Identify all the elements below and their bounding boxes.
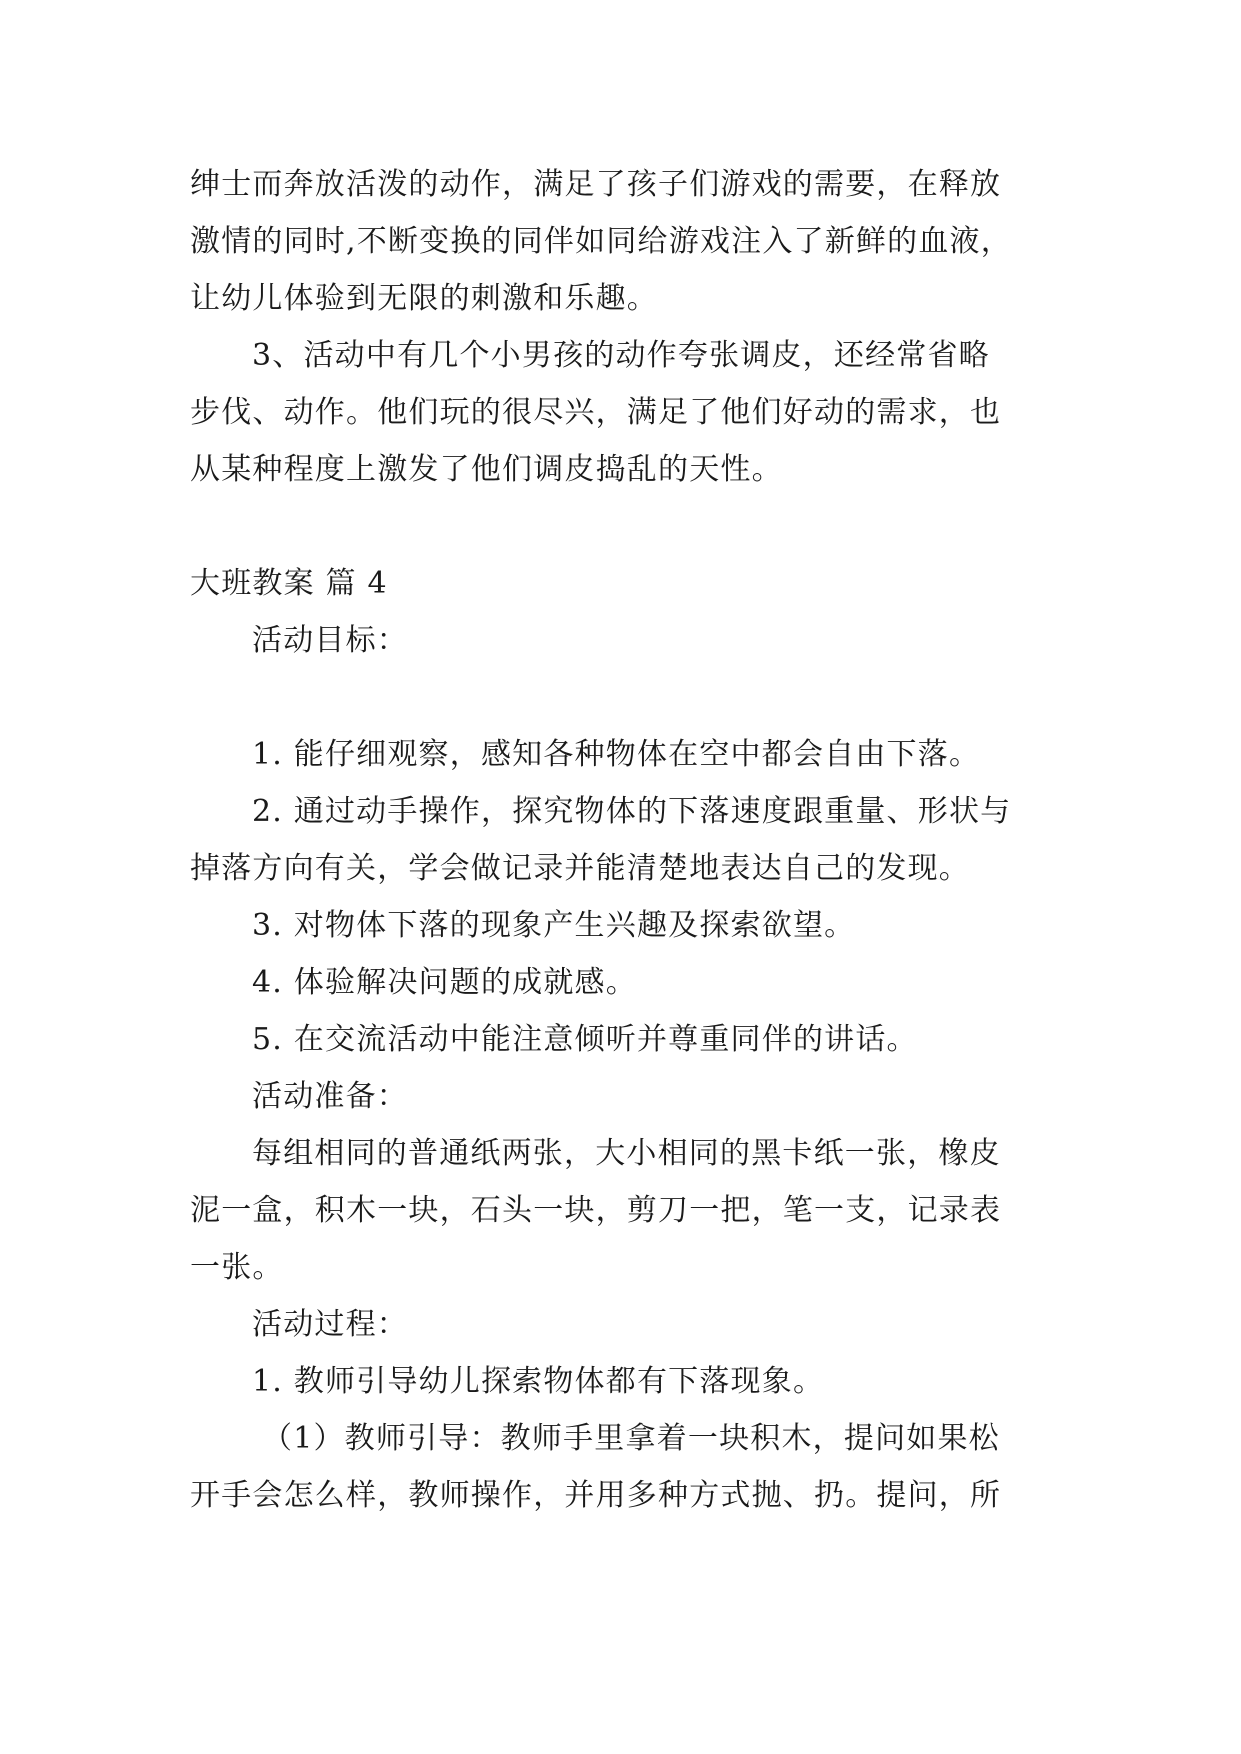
text-line: 激情的同时,不断变换的同伴如同给游戏注入了新鲜的血液， bbox=[190, 224, 1012, 259]
subheading-process: 活动过程： bbox=[252, 1307, 408, 1342]
text-line: 掉落方向有关，学会做记录并能清楚地表达自己的发现。 bbox=[190, 851, 970, 886]
text-line: 一张。 bbox=[190, 1250, 284, 1285]
text-line: 3、活动中有几个小男孩的动作夸张调皮，还经常省略 bbox=[252, 338, 990, 373]
text-line: 5. 在交流活动中能注意倾听并尊重同伴的讲话。 bbox=[252, 1022, 918, 1057]
text-line: 开手会怎么样，教师操作，并用多种方式抛、扔。提问，所 bbox=[190, 1478, 1002, 1513]
text-line: 3. 对物体下落的现象产生兴趣及探索欲望。 bbox=[252, 908, 856, 943]
text-line: 1. 教师引导幼儿探索物体都有下落现象。 bbox=[252, 1364, 825, 1399]
text-line: 绅士而奔放活泼的动作，满足了孩子们游戏的需要，在释放 bbox=[190, 167, 1002, 202]
text-line: 让幼儿体验到无限的刺激和乐趣。 bbox=[190, 281, 658, 316]
subheading-goals: 活动目标： bbox=[252, 623, 408, 658]
section-heading: 大班教案 篇 4 bbox=[190, 566, 388, 601]
text-line: （1）教师引导：教师手里拿着一块积木，提问如果松 bbox=[262, 1421, 1000, 1456]
text-line: 步伐、动作。他们玩的很尽兴，满足了他们好动的需求，也 bbox=[190, 395, 1002, 430]
text-line: 泥一盒，积木一块，石头一块，剪刀一把，笔一支，记录表 bbox=[190, 1193, 1002, 1228]
text-line: 4. 体验解决问题的成就感。 bbox=[252, 965, 637, 1000]
text-line: 从某种程度上激发了他们调皮捣乱的天性。 bbox=[190, 452, 783, 487]
text-line: 1. 能仔细观察，感知各种物体在空中都会自由下落。 bbox=[252, 737, 981, 772]
text-line: 每组相同的普通纸两张，大小相同的黑卡纸一张，橡皮 bbox=[252, 1136, 1001, 1171]
text-line: 2. 通过动手操作，探究物体的下落速度跟重量、形状与 bbox=[252, 794, 1012, 829]
subheading-preparation: 活动准备： bbox=[252, 1079, 408, 1114]
